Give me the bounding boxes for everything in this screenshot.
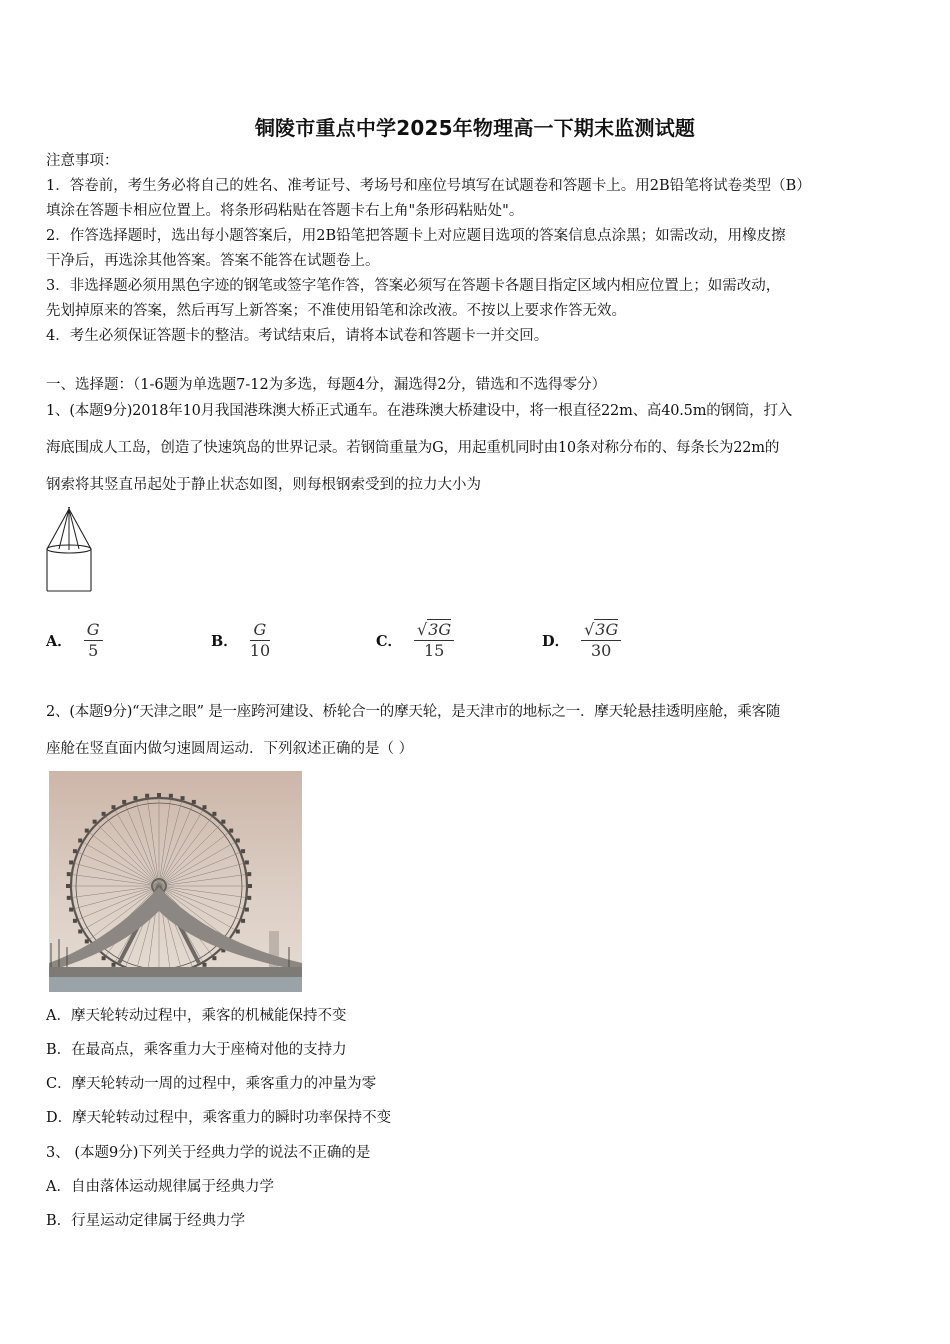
cabin-icon (102, 812, 106, 816)
cabin-icon (245, 908, 249, 912)
q1-option-d (542, 620, 621, 661)
cabin-icon (241, 919, 245, 923)
denominator: 30 (590, 641, 612, 660)
cabin-icon (212, 956, 216, 960)
notice-line: 先划掉原来的答案，然后再写上新答案；不准使用铅笔和涂改液。不按以上要求作答无效。 (46, 303, 626, 319)
notice-line: 4．考生必须保证答题卡的整洁。考试结束后，请将本试卷和答题卡一并交回。 (46, 328, 549, 344)
fraction (250, 620, 270, 661)
cabin-icon (112, 805, 116, 809)
q2-option-a: A．摩天轮转动过程中，乘客的机械能保持不变 (46, 1008, 347, 1024)
q1-stem-line: 海底围成人工岛，创造了快速筑岛的世界记录。若钢筒重量为G，用起重机同时由10条对称分布的、每条长为22m的 (46, 440, 780, 456)
q2-option-b: B．在最高点，乘客重力大于座椅对他的支持力 (46, 1042, 347, 1058)
cabin-icon (212, 812, 216, 816)
q1-stem-line: 钢索将其竖直吊起处于静止状态如图，则每根钢索受到的拉力大小为 (46, 477, 481, 493)
option-label: C． (376, 633, 403, 650)
steel-cylinder-diagram (44, 505, 94, 595)
cabin-icon (229, 829, 233, 833)
q2-stem-line: 座舱在竖直面内做匀速圆周运动．下列叙述正确的是（ ） (46, 741, 414, 757)
q2-option-d: D．摩天轮转动过程中，乘客重力的瞬时功率保持不变 (46, 1110, 392, 1126)
cabin-icon (73, 919, 77, 923)
cabin-icon (247, 896, 251, 900)
ferris-wheel-photo (49, 771, 302, 992)
numerator: 3G (428, 620, 452, 639)
cabin-icon (145, 794, 149, 798)
cabin-icon (73, 849, 77, 853)
option-label: A． (46, 633, 72, 650)
cabin-icon (169, 794, 173, 798)
cabin-icon (236, 930, 240, 934)
notice-heading: 注意事项： (46, 153, 119, 169)
fraction (581, 620, 621, 661)
section-heading: 一、选择题：（1-6题为单选题7-12为多选，每题4分，漏选得2分，错选和不选得零分） (46, 377, 607, 393)
cabin-icon (236, 839, 240, 843)
cabin-icon (78, 839, 82, 843)
cabin-icon (67, 896, 71, 900)
notice-line: 干净后，再选涂其他答案。答案不能答在试题卷上。 (46, 253, 380, 269)
cabin-icon (66, 884, 70, 888)
notice-line: 1．答卷前，考生务必将自己的姓名、准考证号、考场号和座位号填写在试题卷和答题卡上。用2B铅笔将试卷类型（B） (46, 178, 811, 194)
notice-line: 填涂在答题卡相应位置上。将条形码粘贴在答题卡右上角"条形码粘贴处"。 (46, 203, 524, 219)
denominator: 15 (423, 641, 445, 660)
q3-option-a: A．自由落体运动规律属于经典力学 (46, 1179, 274, 1195)
notice-line: 2．作答选择题时，选出每小题答案后，用2B铅笔把答题卡上对应题目选项的答案信息点涂黑；如需改动，用橡皮擦 (46, 228, 786, 244)
cabin-icon (203, 805, 207, 809)
denominator: 5 (88, 641, 99, 660)
q2-option-c: C．摩天轮转动一周的过程中，乘客重力的冲量为零 (46, 1076, 377, 1092)
notice-line: 3．非选择题必须用黑色字迹的钢笔或签字笔作答，答案必须写在答题卡各题目指定区域内相应位置上；如需改动， (46, 278, 781, 294)
cabin-icon (85, 829, 89, 833)
cabin-icon (241, 849, 245, 853)
numerator: G (86, 620, 100, 639)
cabin-icon (181, 796, 185, 800)
cabin-icon (102, 956, 106, 960)
cabin-icon (67, 872, 71, 876)
cabin-icon (85, 939, 89, 943)
q3-option-b: B．行星运动定律属于经典力学 (46, 1213, 246, 1229)
denominator: 10 (249, 641, 271, 660)
cabin-icon (192, 800, 196, 804)
numerator: G (253, 620, 267, 639)
option-label: D． (542, 633, 570, 650)
cabin-icon (69, 908, 73, 912)
cabin-icon (203, 963, 207, 967)
q1-option-b (211, 620, 270, 661)
sqrt-icon: √ (417, 620, 428, 639)
q1-stem-line: 1、(本题9分)2018年10月我国港珠澳大桥正式通车。在港珠澳大桥建设中，将一根直径22m、高40.5m的钢筒，打入 (46, 403, 793, 419)
numerator: 3G (595, 620, 619, 639)
option-label: B． (211, 633, 238, 650)
cabin-icon (221, 820, 225, 824)
fraction (84, 620, 103, 661)
cabin-icon (78, 930, 82, 934)
q3-stem: 3、 (本题9分)下列关于经典力学的说法不正确的是 (46, 1145, 371, 1161)
cabin-icon (248, 884, 252, 888)
cabin-icon (245, 860, 249, 864)
cabin-icon (157, 793, 161, 797)
q1-option-a (46, 620, 103, 661)
cabin-icon (112, 963, 116, 967)
cabin-icon (247, 872, 251, 876)
q1-option-c (376, 620, 454, 661)
q2-stem-line: 2、(本题9分)“天津之眼” 是一座跨河建设、桥轮合一的摩天轮，是天津市的地标之一．摩天轮悬挂透明座舱，乘客随 (46, 704, 781, 720)
cabin-icon (93, 820, 97, 824)
page-title: 铜陵市重点中学2025年物理高一下期末监测试题 (254, 116, 696, 140)
cabin-icon (122, 800, 126, 804)
cabin-icon (133, 796, 137, 800)
sqrt-icon: √ (584, 620, 595, 639)
cabin-icon (69, 860, 73, 864)
fraction (414, 620, 454, 661)
